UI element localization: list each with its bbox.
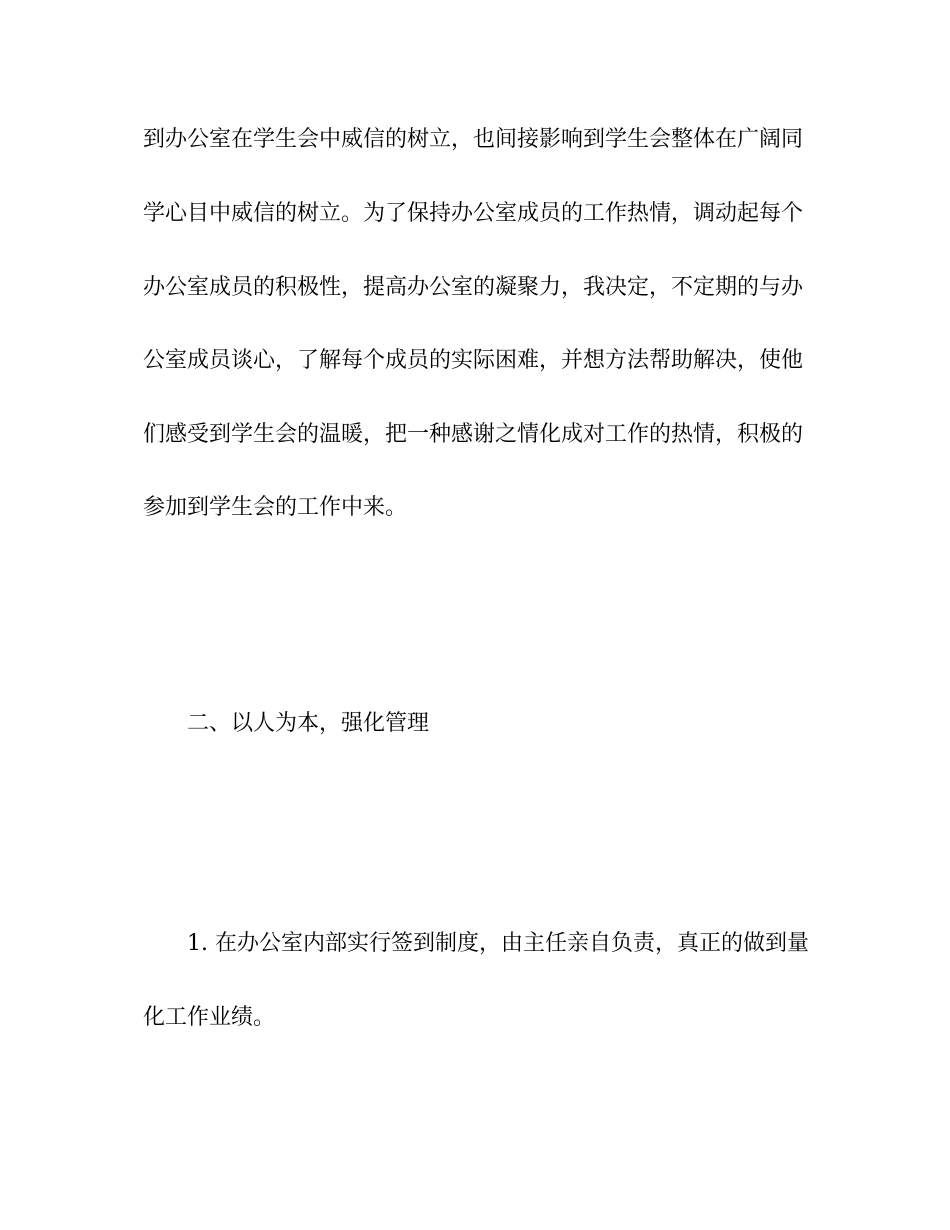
paragraph-line: 到办公室在学生会中威信的树立，也间接影响到学生会整体在广阔同: [143, 127, 804, 152]
list-item-line: 化工作业绩。: [143, 1005, 276, 1030]
paragraph-line: 公室成员谈心，了解每个成员的实际困难，并想方法帮助解决，使他: [143, 348, 804, 373]
paragraph-line: 学心目中威信的树立。为了保持办公室成员的工作热情，调动起每个: [143, 201, 804, 226]
section-heading: 二、以人为本，强化管理: [187, 711, 430, 736]
list-item-line: 1. 在办公室内部实行签到制度，由主任亲自负责，真正的做到量: [187, 931, 809, 956]
paragraph-line: 参加到学生会的工作中来。: [143, 495, 408, 520]
paragraph-line: 们感受到学生会的温暖，把一种感谢之情化成对工作的热情，积极的: [143, 422, 804, 447]
paragraph-line: 办公室成员的积极性，提高办公室的凝聚力，我决定，不定期的与办: [143, 275, 804, 300]
